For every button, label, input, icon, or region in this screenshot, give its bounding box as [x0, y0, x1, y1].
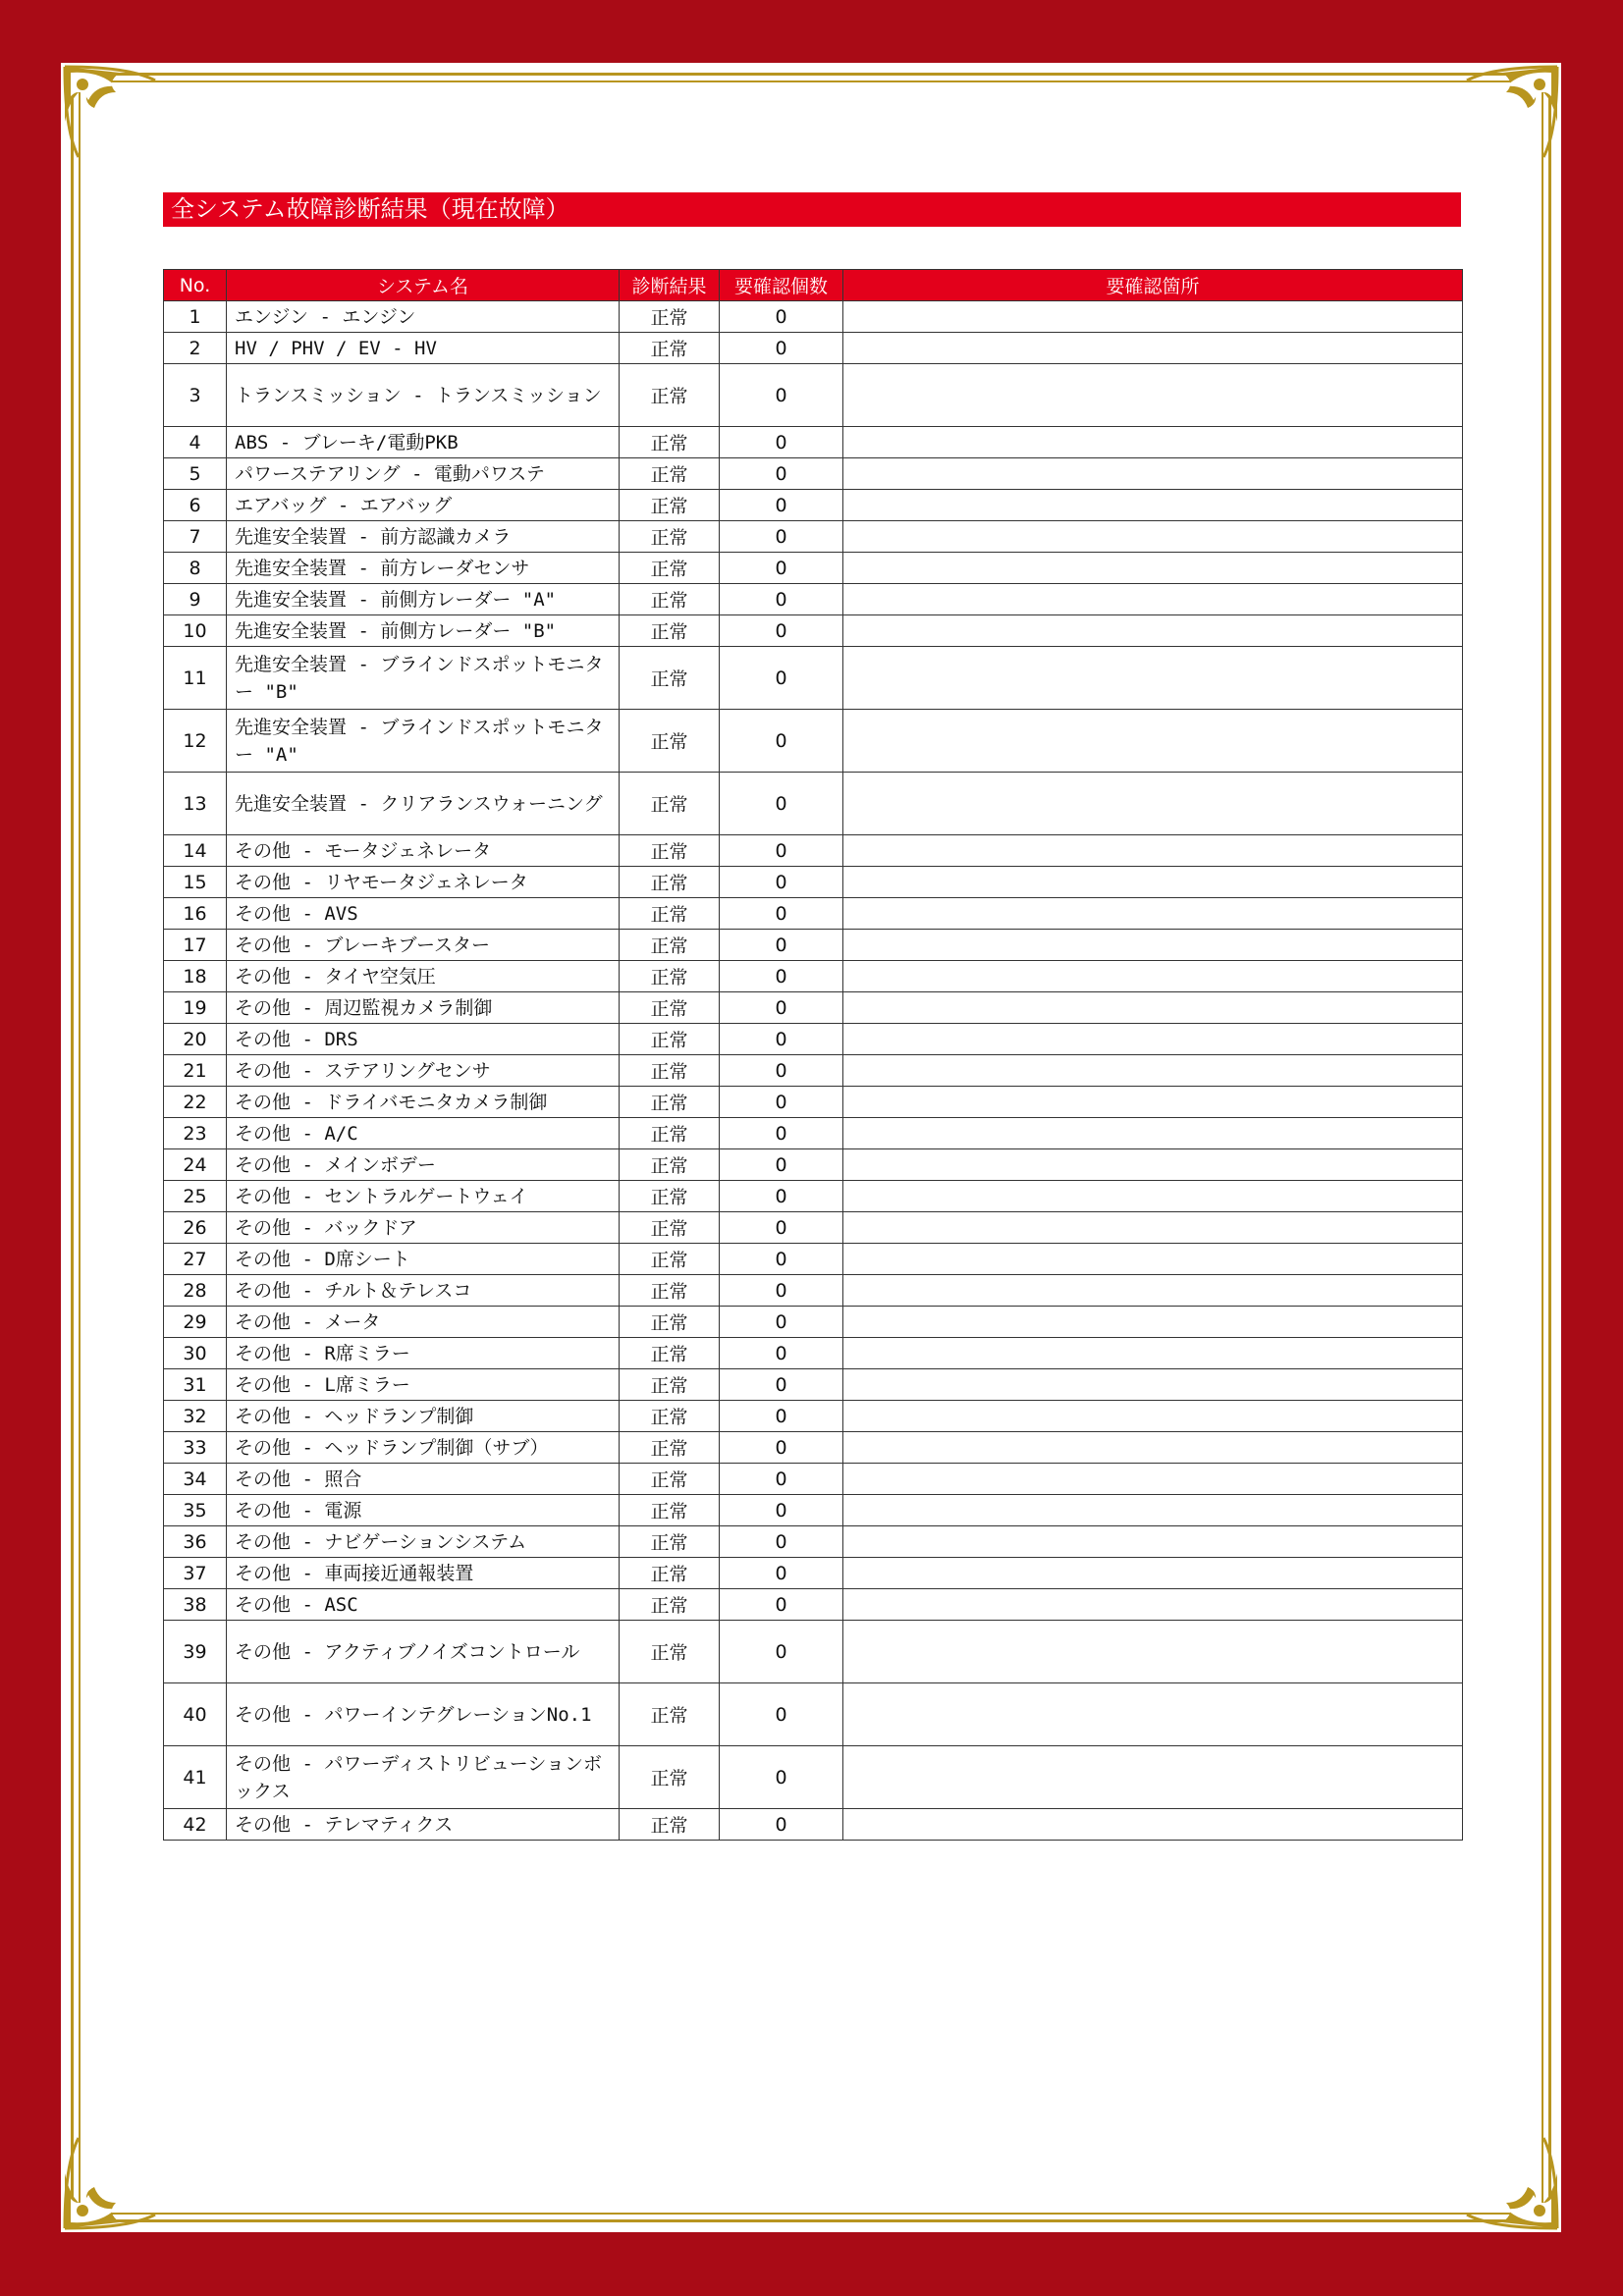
cell-no: 41 — [164, 1746, 227, 1809]
cell-result: 正常 — [620, 1589, 720, 1621]
table-row — [164, 301, 1463, 333]
cell-check-count: 0 — [720, 1244, 843, 1275]
cell-check-location — [843, 1024, 1463, 1055]
cell-system-name: その他 - ヘッドランプ制御（サブ） — [227, 1432, 620, 1464]
cell-check-count: 0 — [720, 584, 843, 615]
cell-check-location — [843, 1338, 1463, 1369]
table-row — [164, 1118, 1463, 1149]
cell-system-name: その他 - リヤモータジェネレータ — [227, 867, 620, 898]
cell-check-count: 0 — [720, 1181, 843, 1212]
cell-no: 39 — [164, 1621, 227, 1683]
table-row — [164, 1464, 1463, 1495]
table-row — [164, 1087, 1463, 1118]
cell-no: 24 — [164, 1149, 227, 1181]
cell-system-name: 先進安全装置 - 前方レーダセンサ — [227, 553, 620, 584]
cell-check-count: 0 — [720, 1149, 843, 1181]
cell-result: 正常 — [620, 1181, 720, 1212]
cell-no: 6 — [164, 490, 227, 521]
cell-check-location — [843, 1464, 1463, 1495]
cell-check-count: 0 — [720, 1464, 843, 1495]
cell-no: 21 — [164, 1055, 227, 1087]
cell-check-location — [843, 1683, 1463, 1746]
cell-result: 正常 — [620, 1464, 720, 1495]
cell-no: 28 — [164, 1275, 227, 1307]
cell-no: 37 — [164, 1558, 227, 1589]
cell-check-location — [843, 647, 1463, 710]
cell-check-location — [843, 333, 1463, 364]
table-row — [164, 1149, 1463, 1181]
cell-system-name: 先進安全装置 - ブラインドスポットモニター "A" — [227, 710, 620, 773]
cell-check-location — [843, 773, 1463, 835]
cell-check-count: 0 — [720, 773, 843, 835]
table-row — [164, 1526, 1463, 1558]
report-title: 全システム故障診断結果（現在故障） — [163, 192, 1461, 227]
table-row — [164, 961, 1463, 992]
cell-result: 正常 — [620, 835, 720, 867]
cell-check-count: 0 — [720, 992, 843, 1024]
cell-check-location — [843, 1307, 1463, 1338]
corner-ornament-icon — [61, 2134, 159, 2232]
cell-no: 22 — [164, 1087, 227, 1118]
table-row — [164, 364, 1463, 427]
cell-no: 40 — [164, 1683, 227, 1746]
cell-check-count: 0 — [720, 1432, 843, 1464]
table-row — [164, 1746, 1463, 1809]
cell-system-name: その他 - メータ — [227, 1307, 620, 1338]
cell-check-count: 0 — [720, 1275, 843, 1307]
diagnosis-table — [163, 269, 1463, 1841]
report-page — [61, 63, 1561, 2232]
cell-system-name: 先進安全装置 - クリアランスウォーニング — [227, 773, 620, 835]
cell-check-count: 0 — [720, 930, 843, 961]
cell-no: 14 — [164, 835, 227, 867]
cell-system-name: その他 - D席シート — [227, 1244, 620, 1275]
table-row — [164, 615, 1463, 647]
cell-no: 17 — [164, 930, 227, 961]
cell-check-location — [843, 584, 1463, 615]
table-row — [164, 898, 1463, 930]
cell-no: 11 — [164, 647, 227, 710]
cell-result: 正常 — [620, 1244, 720, 1275]
cell-result: 正常 — [620, 1149, 720, 1181]
cell-check-location — [843, 1369, 1463, 1401]
table-row — [164, 647, 1463, 710]
cell-check-count: 0 — [720, 490, 843, 521]
cell-system-name: 先進安全装置 - ブラインドスポットモニター "B" — [227, 647, 620, 710]
cell-system-name: その他 - メインボデー — [227, 1149, 620, 1181]
cell-no: 27 — [164, 1244, 227, 1275]
cell-system-name: その他 - タイヤ空気圧 — [227, 961, 620, 992]
table-row — [164, 458, 1463, 490]
cell-result: 正常 — [620, 301, 720, 333]
cell-check-count: 0 — [720, 1212, 843, 1244]
cell-system-name: その他 - ナビゲーションシステム — [227, 1526, 620, 1558]
table-row — [164, 710, 1463, 773]
cell-no: 9 — [164, 584, 227, 615]
cell-system-name: その他 - DRS — [227, 1024, 620, 1055]
header-no: No. — [164, 270, 227, 301]
cell-check-location — [843, 615, 1463, 647]
cell-no: 32 — [164, 1401, 227, 1432]
cell-no: 38 — [164, 1589, 227, 1621]
cell-result: 正常 — [620, 773, 720, 835]
table-row — [164, 427, 1463, 458]
cell-check-location — [843, 1746, 1463, 1809]
cell-check-count: 0 — [720, 710, 843, 773]
cell-result: 正常 — [620, 364, 720, 427]
cell-no: 16 — [164, 898, 227, 930]
cell-system-name: パワーステアリング - 電動パワステ — [227, 458, 620, 490]
cell-system-name: その他 - チルト＆テレスコ — [227, 1275, 620, 1307]
cell-check-location — [843, 1181, 1463, 1212]
cell-no: 20 — [164, 1024, 227, 1055]
cell-result: 正常 — [620, 992, 720, 1024]
table-row — [164, 930, 1463, 961]
cell-system-name: その他 - R席ミラー — [227, 1338, 620, 1369]
cell-check-count: 0 — [720, 364, 843, 427]
table-row — [164, 1809, 1463, 1841]
cell-check-location — [843, 427, 1463, 458]
cell-check-location — [843, 1055, 1463, 1087]
cell-no: 12 — [164, 710, 227, 773]
cell-check-location — [843, 1526, 1463, 1558]
table-row — [164, 1307, 1463, 1338]
cell-no: 31 — [164, 1369, 227, 1401]
cell-check-location — [843, 1149, 1463, 1181]
cell-result: 正常 — [620, 333, 720, 364]
cell-check-count: 0 — [720, 1558, 843, 1589]
cell-system-name: その他 - モータジェネレータ — [227, 835, 620, 867]
cell-no: 3 — [164, 364, 227, 427]
cell-system-name: トランスミッション - トランスミッション — [227, 364, 620, 427]
cell-check-count: 0 — [720, 301, 843, 333]
table-row — [164, 584, 1463, 615]
cell-check-location — [843, 1589, 1463, 1621]
cell-check-count: 0 — [720, 961, 843, 992]
cell-result: 正常 — [620, 1432, 720, 1464]
cell-check-count: 0 — [720, 1118, 843, 1149]
cell-no: 35 — [164, 1495, 227, 1526]
table-row — [164, 553, 1463, 584]
cell-no: 42 — [164, 1809, 227, 1841]
cell-result: 正常 — [620, 1338, 720, 1369]
cell-check-count: 0 — [720, 615, 843, 647]
cell-check-location — [843, 1621, 1463, 1683]
cell-system-name: その他 - A/C — [227, 1118, 620, 1149]
table-row — [164, 835, 1463, 867]
corner-ornament-icon — [61, 63, 159, 161]
cell-check-count: 0 — [720, 835, 843, 867]
cell-check-count: 0 — [720, 333, 843, 364]
cell-result: 正常 — [620, 1275, 720, 1307]
cell-no: 26 — [164, 1212, 227, 1244]
cell-check-location — [843, 521, 1463, 553]
cell-check-count: 0 — [720, 1621, 843, 1683]
cell-check-location — [843, 1275, 1463, 1307]
cell-no: 10 — [164, 615, 227, 647]
cell-system-name: その他 - 周辺監視カメラ制御 — [227, 992, 620, 1024]
cell-no: 34 — [164, 1464, 227, 1495]
table-row — [164, 1401, 1463, 1432]
cell-result: 正常 — [620, 458, 720, 490]
cell-check-location — [843, 898, 1463, 930]
table-row — [164, 1369, 1463, 1401]
cell-no: 13 — [164, 773, 227, 835]
cell-check-count: 0 — [720, 1401, 843, 1432]
cell-check-count: 0 — [720, 1526, 843, 1558]
table-row — [164, 1275, 1463, 1307]
cell-no: 33 — [164, 1432, 227, 1464]
cell-result: 正常 — [620, 521, 720, 553]
table-row — [164, 1432, 1463, 1464]
table-row — [164, 1244, 1463, 1275]
cell-check-location — [843, 867, 1463, 898]
corner-ornament-icon — [1463, 2134, 1561, 2232]
header-result: 診断結果 — [620, 270, 720, 301]
cell-check-count: 0 — [720, 458, 843, 490]
corner-ornament-icon — [1463, 63, 1561, 161]
cell-system-name: その他 - ステアリングセンサ — [227, 1055, 620, 1087]
cell-check-count: 0 — [720, 1338, 843, 1369]
cell-result: 正常 — [620, 1746, 720, 1809]
cell-result: 正常 — [620, 1558, 720, 1589]
cell-check-location — [843, 992, 1463, 1024]
cell-check-location — [843, 1401, 1463, 1432]
cell-system-name: その他 - パワーインテグレーションNo.1 — [227, 1683, 620, 1746]
table-header-row — [164, 270, 1463, 301]
cell-result: 正常 — [620, 1118, 720, 1149]
cell-system-name: その他 - ASC — [227, 1589, 620, 1621]
cell-system-name: その他 - ヘッドランプ制御 — [227, 1401, 620, 1432]
cell-check-location — [843, 961, 1463, 992]
cell-check-location — [843, 490, 1463, 521]
cell-no: 2 — [164, 333, 227, 364]
cell-check-location — [843, 1244, 1463, 1275]
cell-check-count: 0 — [720, 1495, 843, 1526]
cell-result: 正常 — [620, 1369, 720, 1401]
cell-result: 正常 — [620, 1526, 720, 1558]
table-row — [164, 521, 1463, 553]
cell-system-name: ABS - ブレーキ/電動PKB — [227, 427, 620, 458]
cell-result: 正常 — [620, 1055, 720, 1087]
cell-result: 正常 — [620, 584, 720, 615]
cell-no: 7 — [164, 521, 227, 553]
cell-result: 正常 — [620, 961, 720, 992]
cell-no: 19 — [164, 992, 227, 1024]
cell-check-count: 0 — [720, 898, 843, 930]
cell-check-location — [843, 1212, 1463, 1244]
cell-check-location — [843, 835, 1463, 867]
cell-check-location — [843, 1809, 1463, 1841]
table-row — [164, 867, 1463, 898]
cell-no: 18 — [164, 961, 227, 992]
cell-no: 30 — [164, 1338, 227, 1369]
cell-no: 23 — [164, 1118, 227, 1149]
cell-result: 正常 — [620, 1621, 720, 1683]
cell-result: 正常 — [620, 867, 720, 898]
cell-result: 正常 — [620, 427, 720, 458]
table-row — [164, 1024, 1463, 1055]
cell-result: 正常 — [620, 1683, 720, 1746]
cell-check-count: 0 — [720, 647, 843, 710]
table-row — [164, 1558, 1463, 1589]
cell-result: 正常 — [620, 1809, 720, 1841]
cell-check-count: 0 — [720, 1024, 843, 1055]
cell-system-name: その他 - バックドア — [227, 1212, 620, 1244]
table-row — [164, 1055, 1463, 1087]
cell-check-count: 0 — [720, 1369, 843, 1401]
cell-system-name: 先進安全装置 - 前方認識カメラ — [227, 521, 620, 553]
cell-system-name: 先進安全装置 - 前側方レーダー "A" — [227, 584, 620, 615]
table-row — [164, 1338, 1463, 1369]
cell-check-location — [843, 301, 1463, 333]
cell-check-count: 0 — [720, 427, 843, 458]
table-row — [164, 490, 1463, 521]
cell-result: 正常 — [620, 647, 720, 710]
cell-result: 正常 — [620, 1401, 720, 1432]
cell-result: 正常 — [620, 898, 720, 930]
cell-no: 5 — [164, 458, 227, 490]
cell-check-count: 0 — [720, 1589, 843, 1621]
cell-no: 36 — [164, 1526, 227, 1558]
header-check-count: 要確認個数 — [720, 270, 843, 301]
cell-check-location — [843, 1495, 1463, 1526]
cell-no: 25 — [164, 1181, 227, 1212]
cell-check-location — [843, 1118, 1463, 1149]
cell-check-count: 0 — [720, 1307, 843, 1338]
cell-check-location — [843, 1558, 1463, 1589]
cell-result: 正常 — [620, 1307, 720, 1338]
cell-system-name: その他 - 電源 — [227, 1495, 620, 1526]
header-check-location: 要確認箇所 — [843, 270, 1463, 301]
table-row — [164, 992, 1463, 1024]
cell-check-count: 0 — [720, 867, 843, 898]
cell-result: 正常 — [620, 1495, 720, 1526]
cell-check-location — [843, 553, 1463, 584]
cell-result: 正常 — [620, 710, 720, 773]
table-row — [164, 1181, 1463, 1212]
cell-check-location — [843, 710, 1463, 773]
cell-no: 4 — [164, 427, 227, 458]
cell-system-name: その他 - 照合 — [227, 1464, 620, 1495]
cell-system-name: その他 - 車両接近通報装置 — [227, 1558, 620, 1589]
cell-check-location — [843, 930, 1463, 961]
cell-check-location — [843, 1087, 1463, 1118]
cell-system-name: エアバッグ - エアバッグ — [227, 490, 620, 521]
cell-system-name: 先進安全装置 - 前側方レーダー "B" — [227, 615, 620, 647]
cell-system-name: その他 - テレマティクス — [227, 1809, 620, 1841]
table-row — [164, 1495, 1463, 1526]
cell-no: 1 — [164, 301, 227, 333]
cell-result: 正常 — [620, 553, 720, 584]
cell-system-name: エンジン - エンジン — [227, 301, 620, 333]
header-system-name: システム名 — [227, 270, 620, 301]
cell-result: 正常 — [620, 1024, 720, 1055]
cell-no: 15 — [164, 867, 227, 898]
cell-system-name: その他 - ドライバモニタカメラ制御 — [227, 1087, 620, 1118]
table-row — [164, 773, 1463, 835]
cell-system-name: その他 - アクティブノイズコントロール — [227, 1621, 620, 1683]
table-row — [164, 1212, 1463, 1244]
cell-result: 正常 — [620, 1212, 720, 1244]
cell-system-name: その他 - セントラルゲートウェイ — [227, 1181, 620, 1212]
table-row — [164, 1621, 1463, 1683]
table-row — [164, 1589, 1463, 1621]
cell-check-location — [843, 458, 1463, 490]
cell-check-count: 0 — [720, 1746, 843, 1809]
table-row — [164, 333, 1463, 364]
cell-check-count: 0 — [720, 1683, 843, 1746]
cell-check-count: 0 — [720, 1087, 843, 1118]
cell-system-name: その他 - パワーディストリビューションボックス — [227, 1746, 620, 1809]
table-row — [164, 1683, 1463, 1746]
cell-no: 29 — [164, 1307, 227, 1338]
cell-check-count: 0 — [720, 521, 843, 553]
cell-check-count: 0 — [720, 1809, 843, 1841]
cell-system-name: HV / PHV / EV - HV — [227, 333, 620, 364]
cell-system-name: その他 - AVS — [227, 898, 620, 930]
cell-check-location — [843, 1432, 1463, 1464]
cell-result: 正常 — [620, 490, 720, 521]
cell-result: 正常 — [620, 615, 720, 647]
cell-result: 正常 — [620, 1087, 720, 1118]
cell-result: 正常 — [620, 930, 720, 961]
cell-system-name: その他 - ブレーキブースター — [227, 930, 620, 961]
cell-check-location — [843, 364, 1463, 427]
cell-no: 8 — [164, 553, 227, 584]
cell-system-name: その他 - L席ミラー — [227, 1369, 620, 1401]
cell-check-count: 0 — [720, 1055, 843, 1087]
cell-check-count: 0 — [720, 553, 843, 584]
